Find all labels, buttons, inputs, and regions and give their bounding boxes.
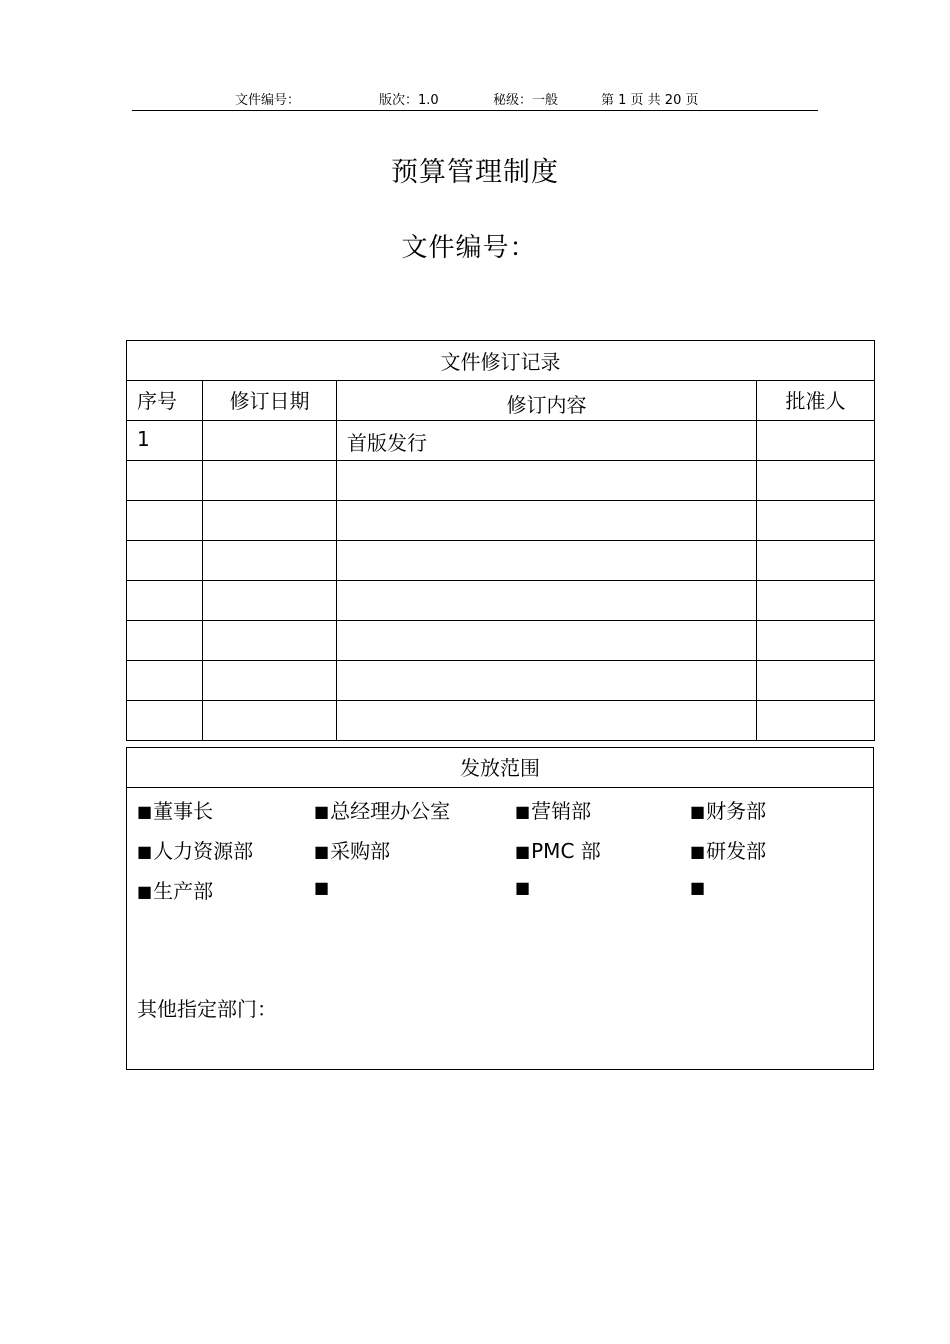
checkbox-square-icon: ■: [515, 842, 531, 861]
cell-content: 首版发行: [337, 421, 757, 461]
col-header-content: 修订内容: [337, 381, 757, 421]
distribution-item: [314, 875, 330, 899]
cell-date: [203, 541, 337, 581]
table-row: [127, 621, 875, 661]
checkbox-square-icon: ■: [314, 878, 330, 897]
revision-header-row: [127, 381, 875, 421]
cell-approver: [757, 581, 875, 621]
cell-content: [337, 461, 757, 501]
distribution-item-label: 人力资源部: [153, 839, 254, 863]
cell-content: [337, 501, 757, 541]
header-page-count: 第 1 页 共 20 页: [601, 93, 699, 108]
table-row: [127, 581, 875, 621]
checkbox-square-icon: ■: [690, 878, 706, 897]
header-version: 版次：1.0: [379, 93, 439, 108]
cell-content: [337, 581, 757, 621]
cell-date: [203, 701, 337, 741]
other-departments-label: 其他指定部门：: [137, 997, 277, 1021]
cell-approver: [757, 661, 875, 701]
distribution-item: [314, 835, 390, 864]
cell-content: [337, 701, 757, 741]
cell-content: [337, 661, 757, 701]
distribution-title: 发放范围: [127, 747, 873, 788]
table-row: [127, 701, 875, 741]
cell-index: [127, 621, 203, 661]
revision-caption-row: [127, 341, 875, 381]
cell-index: [127, 461, 203, 501]
distribution-item: [690, 875, 706, 899]
cell-approver: [757, 461, 875, 501]
cell-content: [337, 621, 757, 661]
table-row: [127, 461, 875, 501]
distribution-item-label: 总经理办公室: [330, 799, 451, 823]
cell-index: [127, 701, 203, 741]
checkbox-square-icon: ■: [690, 802, 706, 821]
cell-date: [203, 501, 337, 541]
page-header: [132, 88, 818, 111]
distribution-item: [137, 795, 213, 824]
checkbox-square-icon: ■: [690, 842, 706, 861]
distribution-item-label: PMC 部: [531, 839, 601, 863]
table-row: [127, 421, 875, 461]
document-number-label: 文件编号：: [401, 233, 537, 263]
checkbox-square-icon: ■: [137, 842, 153, 861]
cell-content: [337, 541, 757, 581]
table-row: [127, 661, 875, 701]
distribution-item-label: 采购部: [330, 839, 391, 863]
cell-date: [203, 661, 337, 701]
cell-date: [203, 581, 337, 621]
revision-caption: 文件修订记录: [127, 341, 875, 381]
revision-record-table: [126, 340, 875, 741]
checkbox-square-icon: ■: [314, 802, 330, 821]
cell-date: [203, 461, 337, 501]
distribution-item: [690, 795, 766, 824]
cell-approver: [757, 541, 875, 581]
cell-approver: [757, 501, 875, 541]
table-row: [127, 541, 875, 581]
cell-approver: [757, 421, 875, 461]
col-header-date: 修订日期: [203, 381, 337, 421]
distribution-item: [314, 795, 450, 824]
checkbox-square-icon: ■: [137, 802, 153, 821]
checkbox-square-icon: ■: [314, 842, 330, 861]
distribution-item: [515, 795, 591, 824]
header-file-number: 文件编号：: [235, 93, 301, 108]
checkbox-square-icon: ■: [137, 882, 153, 901]
header-secret-level: 秘级：一般: [493, 93, 559, 108]
distribution-item-label: 财务部: [706, 799, 767, 823]
distribution-item: [137, 875, 213, 904]
cell-index: [127, 501, 203, 541]
distribution-item-label: 生产部: [153, 879, 214, 903]
distribution-section: [126, 747, 874, 1070]
cell-date: [203, 421, 337, 461]
cell-approver: [757, 701, 875, 741]
cell-index: [127, 581, 203, 621]
distribution-item: [515, 835, 601, 864]
col-header-index: 序号: [127, 381, 203, 421]
distribution-item-label: 营销部: [531, 799, 592, 823]
cell-approver: [757, 621, 875, 661]
distribution-item: [515, 875, 531, 899]
cell-index: [127, 541, 203, 581]
checkbox-square-icon: ■: [515, 802, 531, 821]
distribution-item-label: 研发部: [706, 839, 767, 863]
distribution-item: [137, 835, 253, 864]
cell-date: [203, 621, 337, 661]
cell-index: 1: [127, 421, 203, 461]
table-row: [127, 501, 875, 541]
distribution-item-label: 董事长: [153, 799, 214, 823]
cell-index: [127, 661, 203, 701]
col-header-approver: 批准人: [757, 381, 875, 421]
distribution-item: [690, 835, 766, 864]
document-title: 预算管理制度: [391, 157, 559, 188]
checkbox-square-icon: ■: [515, 878, 531, 897]
